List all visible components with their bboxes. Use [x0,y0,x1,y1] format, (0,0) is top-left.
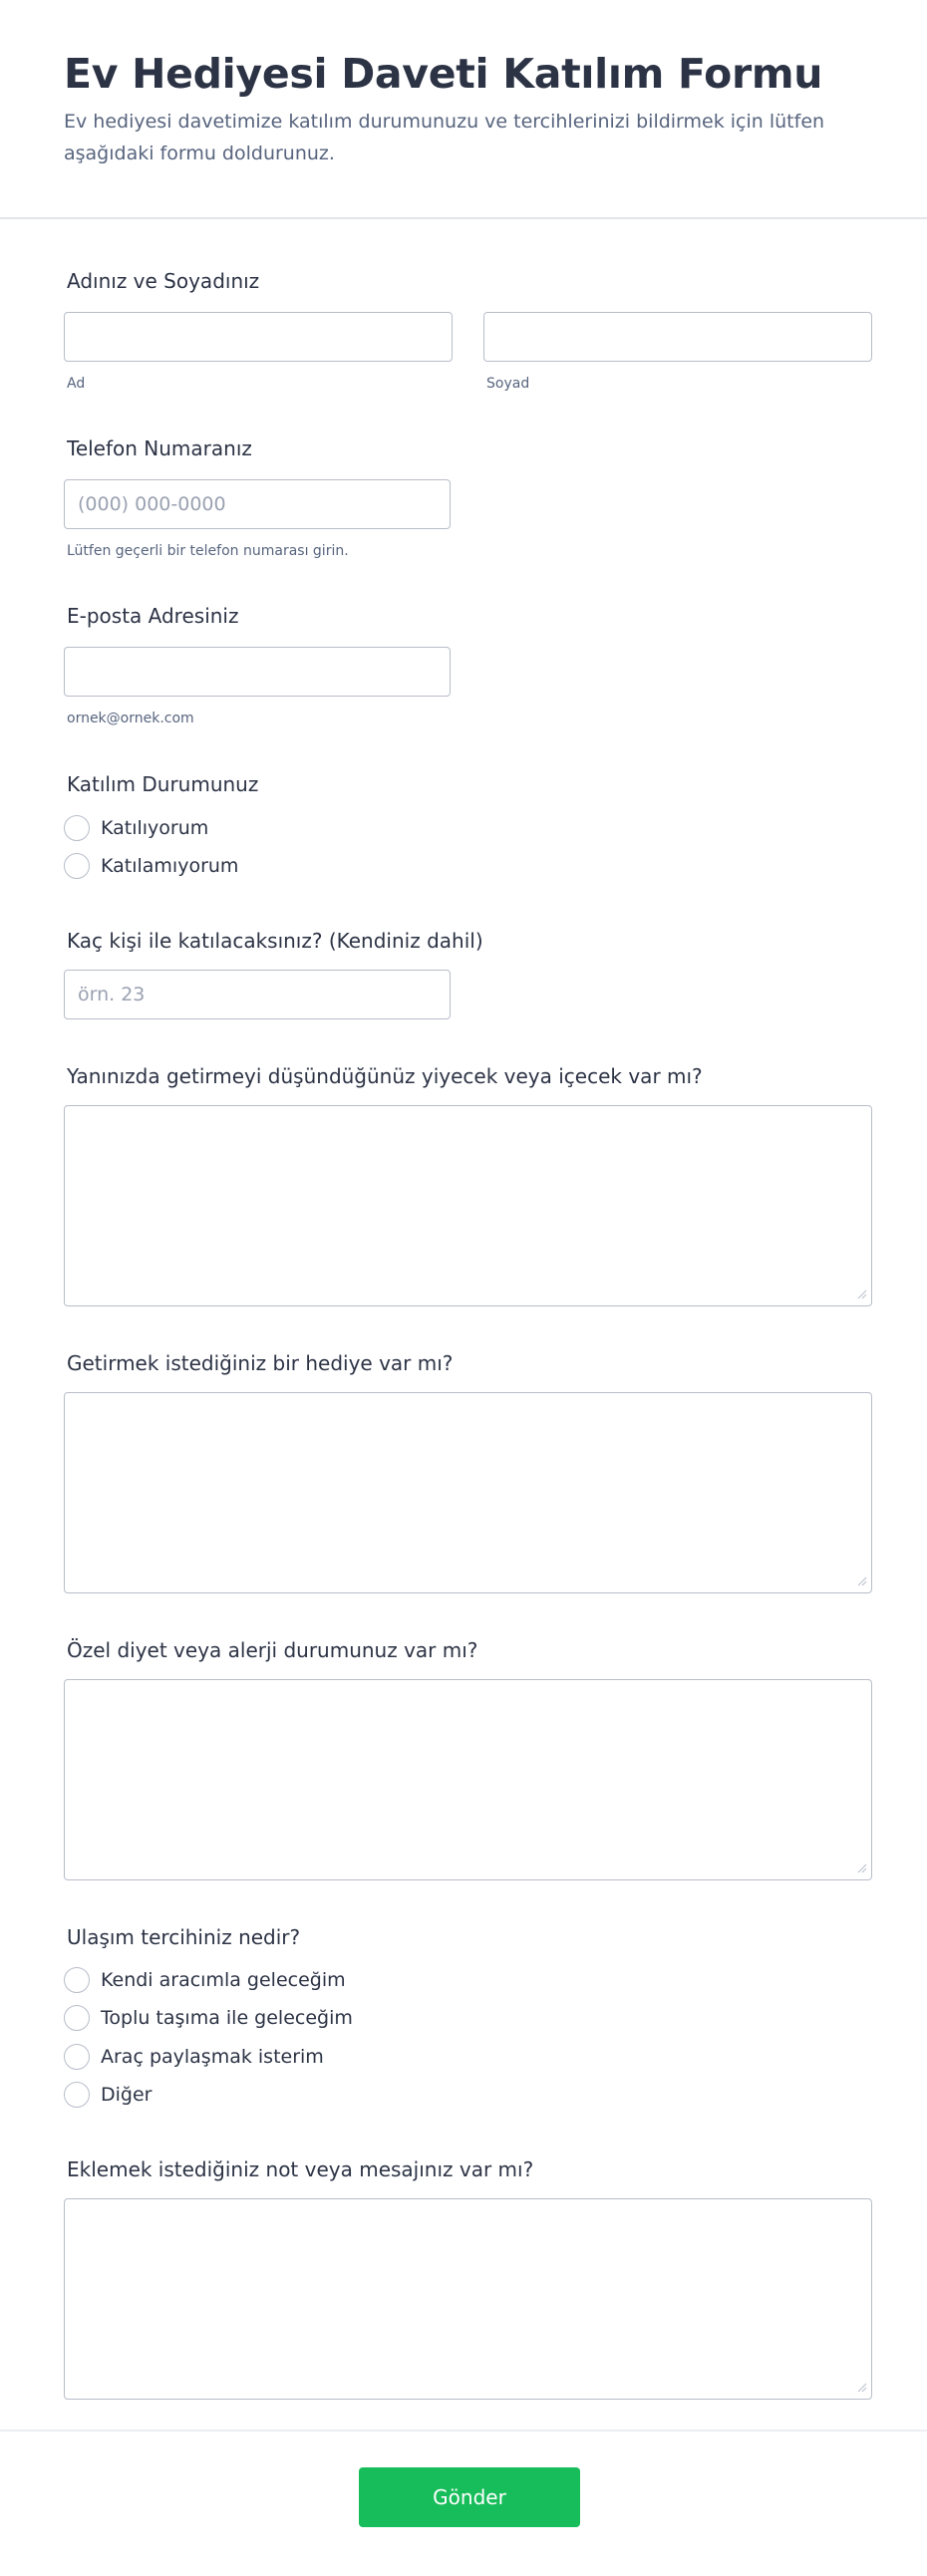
last-name-sublabel: Soyad [486,376,530,392]
radio-circle[interactable] [64,2005,90,2031]
radio-circle[interactable] [64,1967,90,1993]
transport-option-public-transit[interactable] [64,2004,353,2032]
food-label: Yanınızda getirmeyi düşündüğünüz yiyecek veya içecek var mı? [67,1064,703,1088]
transport-option-own-car[interactable] [64,1966,346,1994]
attendance-option-attending[interactable] [64,814,208,842]
phone-label: Telefon Numaranız [67,436,252,460]
form-description: Ev hediyesi davetimize katılım durumunuzu ve tercihlerinizi bildirmek için lütfen aşağıdaki formu doldurunuz. [64,111,825,164]
gift-textarea[interactable] [64,1392,872,1593]
notes-label: Eklemek istediğiniz not veya mesajınız var mı? [67,2157,534,2181]
form-title: Ev Hediyesi Daveti Katılım Formu [64,50,823,98]
radio-circle[interactable] [64,853,90,879]
attendance-label: Katılım Durumunuz [67,772,259,796]
resize-grip-icon[interactable] [857,1289,867,1299]
attendance-option-not-attending[interactable] [64,852,238,880]
phone-sublabel: Lütfen geçerli bir telefon numarası girin. [67,543,349,559]
transport-label: Ulaşım tercihiniz nedir? [67,1925,301,1949]
resize-grip-icon[interactable] [857,1576,867,1586]
last-name-input[interactable] [483,312,872,362]
submit-button[interactable]: Gönder [359,2467,580,2527]
email-sublabel: ornek@ornek.com [67,711,194,726]
resize-grip-icon[interactable] [857,2383,867,2393]
radio-circle[interactable] [64,2044,90,2070]
name-label: Adınız ve Soyadınız [67,269,260,293]
email-input[interactable] [64,647,451,697]
radio-label: Katılamıyorum [101,855,239,877]
notes-textarea[interactable] [64,2198,872,2400]
email-label: E-posta Adresiniz [67,604,239,628]
radio-circle[interactable] [64,815,90,841]
radio-label: Toplu taşıma ile geleceğim [101,2007,353,2029]
guest-count-input[interactable] [64,970,451,1019]
form-header [0,0,927,219]
gift-label: Getirmek istediğiniz bir hediye var mı? [67,1351,454,1375]
transport-option-other[interactable] [64,2081,152,2109]
radio-label: Araç paylaşmak isterim [101,2046,324,2068]
diet-textarea[interactable] [64,1679,872,1880]
first-name-sublabel: Ad [67,376,86,392]
radio-circle[interactable] [64,2082,90,2108]
resize-grip-icon[interactable] [857,1863,867,1873]
radio-label: Katılıyorum [101,817,209,839]
radio-label: Diğer [101,2084,153,2106]
transport-option-carpool[interactable] [64,2043,324,2071]
guest-count-label: Kaç kişi ile katılacaksınız? (Kendiniz dahil) [67,929,483,953]
diet-label: Özel diyet veya alerji durumunuz var mı? [67,1638,478,1662]
food-textarea[interactable] [64,1105,872,1306]
phone-input[interactable] [64,479,451,529]
radio-label: Kendi aracımla geleceğim [101,1969,346,1991]
first-name-input[interactable] [64,312,453,362]
